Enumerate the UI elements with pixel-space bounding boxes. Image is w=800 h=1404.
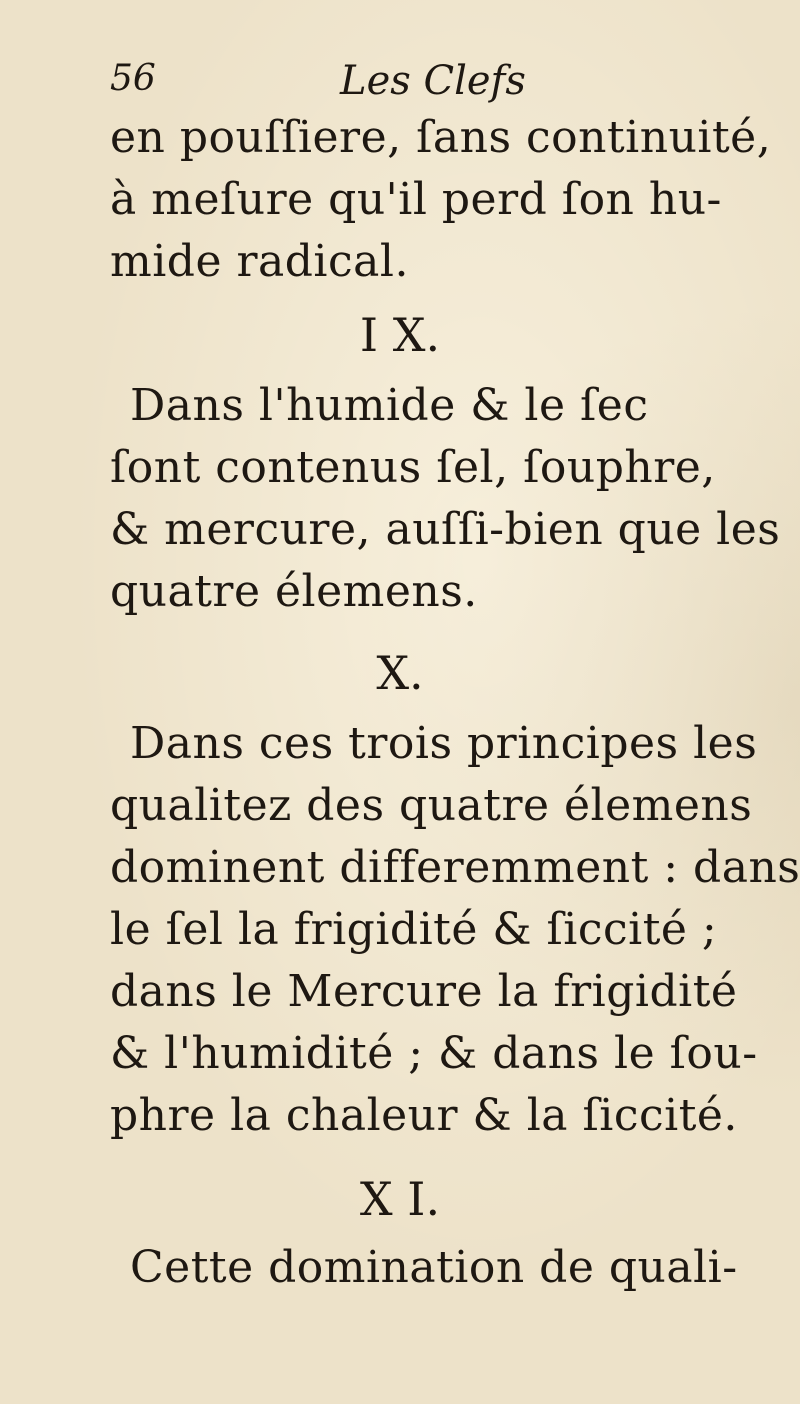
text-line: & mercure, auſſi-bien que les bbox=[110, 504, 781, 555]
text-line: mide radical. bbox=[110, 236, 409, 287]
text-line: Dans l'humide & le ſec bbox=[130, 380, 649, 431]
text-line: qualitez des quatre élemens bbox=[110, 780, 753, 831]
section-heading-xi: X I. bbox=[359, 1172, 441, 1226]
running-title: Les Clefs bbox=[340, 58, 526, 104]
text-line: & l'humidité ; & dans le ſou- bbox=[110, 1028, 758, 1079]
text-line: Cette domination de quali- bbox=[130, 1242, 738, 1293]
text-line: à meſure qu'il perd ſon hu- bbox=[110, 174, 722, 225]
text-line: dans le Mercure la frigidité bbox=[110, 966, 738, 1017]
section-heading-ix: I X. bbox=[359, 308, 441, 362]
text-line: quatre élemens. bbox=[110, 566, 478, 617]
text-line: Dans ces trois principes les bbox=[130, 718, 758, 769]
text-line: en pouſſiere, ſans continuité, bbox=[110, 112, 772, 163]
section-heading-x: X. bbox=[376, 646, 424, 700]
text-line: le ſel la frigidité & ſiccité ; bbox=[110, 904, 718, 955]
page-header bbox=[110, 58, 730, 108]
page-number: 56 bbox=[110, 58, 156, 99]
text-line: phre la chaleur & la ſiccité. bbox=[110, 1090, 738, 1141]
text-line: ſont contenus ſel, ſouphre, bbox=[110, 442, 716, 493]
text-line: dominent differemment : dans bbox=[110, 842, 800, 893]
